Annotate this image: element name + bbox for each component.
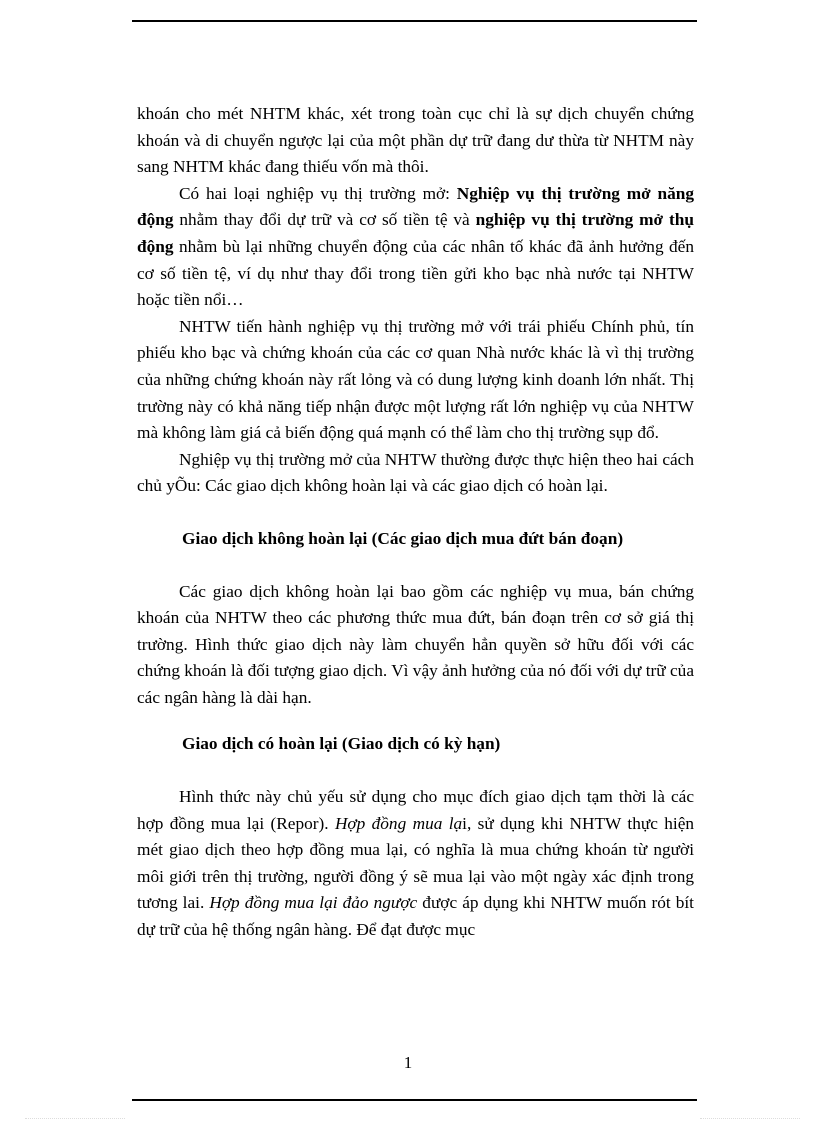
paragraph: khoán cho mét NHTM khác, xét trong toàn cục chỉ là sự dịch chuyển chứng khoán và di chuyển ngược lại của một phần dự trữ đang dư thừa từ NHTM này sang NHTM khác đang thiếu vốn mà thôi. xyxy=(137,104,694,177)
italic-term: Hợp đồng mua lại đảo ngược xyxy=(209,893,418,913)
bold-term: nghiệp vụ thị trường mở thụ động xyxy=(137,210,694,256)
page-number: 1 xyxy=(403,1053,413,1072)
paragraph: Các giao dịch không hoàn lại bao gồm các nghiệp vụ mua, bán chứng khoán của NHTW theo các phương thức mua đứt, bán đoạn trên cơ sở giá thị trường. Hình thức giao dịch này làm chuyển hẳn quyền sở hữu đối với các chứng khoán là đối tượng giao dịch. Vì vậy ảnh hưởng của nó đối với dự trữ của các ngân hàng là dài hạn. xyxy=(137,581,694,707)
header-rule xyxy=(132,20,697,22)
paragraph: Hình thức này chủ yếu sử dụng cho mục đích giao dịch tạm thời là các hợp đồng mua lại (Repor). Hợp đồng mua lại, sử dụng khi NHTW thực hiện mét giao dịch theo hợp đồng mua lại, có nghĩa là mua chứng khoán từ người môi giới trên thị trường, người đồng ý sẽ mua lại vào một ngày xác định trong tương lai. Hợp đồng mua lại đảo ngược được áp dụng khi NHTW muốn rót bít dự trữ của hệ thống ngân hàng. Để đạt được mục xyxy=(137,787,694,940)
paragraph: NHTW tiến hành nghiệp vụ thị trường mở với trái phiếu Chính phủ, tín phiếu kho bạc và chứng khoán của các cơ quan Nhà nước khác là vì thị trường của những chứng khoán này rất lỏng và có dung lượng kinh doanh lớn nhất. Thị trường này có khả năng tiếp nhận được một lượng rất lớn nghiệp vụ của NHTW mà không làm giá cả biến động quá mạnh có thể làm cho thị trường sụp đổ. xyxy=(137,316,694,443)
page-edge-dots xyxy=(700,1118,800,1119)
paragraph: Có hai loại nghiệp vụ thị trường mở: Nghiệp vụ thị trường mở năng động nhằm thay đổi dự trữ và cơ số tiền tệ và nghiệp vụ thị trường mở thụ động nhằm bù lại những chuyển động của các nhân tố khác đã ảnh hưởng đến cơ số tiền tệ, ví dụ như thay đổi trong tiền gửi kho bạc nhà nước tại NHTW hoặc tiền nổi… xyxy=(137,183,694,310)
section-heading: Giao dịch không hoàn lại (Các giao dịch mua đứt bán đoạn) xyxy=(182,528,624,548)
paragraph: Nghiệp vụ thị trường mở của NHTW thường được thực hiện theo hai cách chủ yÕu: Các giao dịch không hoàn lại và các giao dịch có hoàn lại. xyxy=(137,449,694,496)
section-heading: Giao dịch có hoàn lại (Giao dịch có kỳ hạn) xyxy=(182,734,501,754)
footer-rule xyxy=(132,1099,697,1101)
page-body xyxy=(137,101,694,944)
bold-term: Nghiệp vụ thị trường mở năng động xyxy=(137,183,694,230)
italic-term: Hợp đồng mua lạ xyxy=(334,813,463,833)
page-edge-dots xyxy=(25,1118,125,1119)
